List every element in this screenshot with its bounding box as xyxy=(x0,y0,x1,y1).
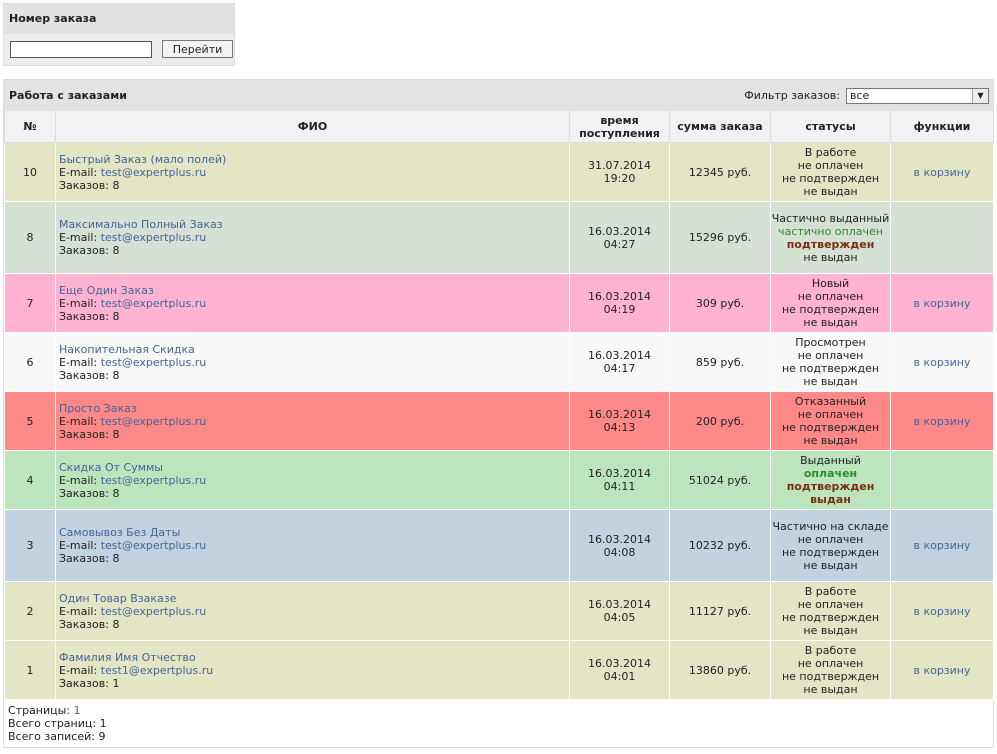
orders-count-label: Заказов: xyxy=(59,552,109,565)
order-number: 1 xyxy=(5,641,56,700)
pages-label: Страницы: xyxy=(8,704,71,717)
table-row xyxy=(5,274,994,333)
status-line: не оплачен xyxy=(797,532,864,546)
status-line: не оплачен xyxy=(797,159,864,172)
orders-count: 8 xyxy=(112,309,120,323)
table-row xyxy=(5,451,994,510)
email-label: E-mail: xyxy=(59,663,98,677)
orders-header xyxy=(4,80,993,111)
order-name-link[interactable]: Быстрый Заказ (мало полей) xyxy=(59,152,227,166)
order-number: 4 xyxy=(5,451,56,510)
order-number: 5 xyxy=(5,392,56,451)
status-line: не выдан xyxy=(803,558,858,572)
order-sum: 11127 руб. xyxy=(670,582,771,641)
order-functions xyxy=(891,510,994,582)
order-time xyxy=(570,274,670,333)
order-clock: 04:19 xyxy=(603,303,636,316)
status-line: не подтвержден xyxy=(781,172,880,185)
add-to-cart-link[interactable]: в корзину xyxy=(913,296,971,310)
orders-table xyxy=(4,111,994,700)
order-statuses xyxy=(771,582,891,641)
email-link[interactable]: test@expertplus.ru xyxy=(100,539,207,552)
order-customer xyxy=(56,274,570,333)
table-row xyxy=(5,143,994,202)
email-link[interactable]: test@expertplus.ru xyxy=(100,414,207,428)
add-to-cart-link[interactable]: в корзину xyxy=(913,663,971,677)
order-number-input[interactable] xyxy=(10,41,152,58)
order-number: 8 xyxy=(5,202,56,274)
add-to-cart-link[interactable]: в корзину xyxy=(913,539,971,552)
order-sum: 200 руб. xyxy=(670,392,771,451)
pages-line xyxy=(8,704,993,717)
status-line: В работе xyxy=(804,644,857,657)
order-sum: 309 руб. xyxy=(670,274,771,333)
status-line: Отказанный xyxy=(794,395,867,408)
order-functions xyxy=(891,274,994,333)
order-clock: 04:17 xyxy=(603,362,636,375)
email-link[interactable]: test@expertplus.ru xyxy=(100,296,207,310)
order-statuses xyxy=(771,274,891,333)
col-functions: функции xyxy=(891,111,994,143)
order-sum: 51024 руб. xyxy=(670,451,771,510)
status-line: не выдан xyxy=(803,185,858,198)
filter-select-value: все xyxy=(850,88,870,102)
total-pages: Всего страниц: 1 xyxy=(8,717,107,730)
order-functions xyxy=(891,143,994,202)
email-link[interactable]: test1@expertplus.ru xyxy=(100,663,214,677)
status-line: не оплачен xyxy=(797,290,864,303)
email-label: E-mail: xyxy=(59,296,98,310)
order-number: 6 xyxy=(5,333,56,392)
email-link[interactable]: test@expertplus.ru xyxy=(100,165,207,179)
order-statuses xyxy=(771,510,891,582)
email-link[interactable]: test@expertplus.ru xyxy=(100,604,207,618)
table-row xyxy=(5,392,994,451)
order-date: 16.03.2014 xyxy=(588,349,651,362)
order-statuses xyxy=(771,641,891,700)
order-name-link[interactable]: Накопительная Скидка xyxy=(59,342,195,356)
go-button[interactable]: Перейти xyxy=(162,40,233,58)
filter-label: Фильтр заказов: xyxy=(744,89,840,102)
status-line: не оплачен xyxy=(797,408,864,421)
order-date: 16.03.2014 xyxy=(588,224,651,238)
orders-count-label: Заказов: xyxy=(59,368,109,382)
orders-title: Работа с заказами xyxy=(9,89,127,102)
order-statuses xyxy=(771,202,891,274)
status-line: подтвержден xyxy=(786,480,875,493)
email-label: E-mail: xyxy=(59,539,98,552)
orders-count-label: Заказов: xyxy=(59,617,109,631)
table-row xyxy=(5,582,994,641)
table-row xyxy=(5,333,994,392)
email-label: E-mail: xyxy=(59,473,98,487)
status-line: не выдан xyxy=(803,316,858,329)
orders-filter xyxy=(744,88,989,104)
order-time xyxy=(570,510,670,582)
table-header-row xyxy=(5,111,994,143)
status-line: Выданный xyxy=(800,454,861,467)
status-line: выдан xyxy=(810,493,851,506)
order-number: 3 xyxy=(5,510,56,582)
col-sum: сумма заказа xyxy=(670,111,771,143)
add-to-cart-link[interactable]: в корзину xyxy=(913,604,971,618)
status-line: В работе xyxy=(804,585,857,598)
status-line: не выдан xyxy=(803,250,858,264)
page-link[interactable]: 1 xyxy=(73,704,81,717)
order-time xyxy=(570,143,670,202)
order-functions xyxy=(891,202,994,274)
status-line: Частично выданный xyxy=(771,211,890,225)
orders-count-label: Заказов: xyxy=(59,486,109,500)
order-date: 31.07.2014 xyxy=(588,159,651,172)
order-customer xyxy=(56,202,570,274)
order-name-link[interactable]: Фамилия Имя Отчество xyxy=(59,650,196,664)
order-clock: 04:01 xyxy=(603,670,636,683)
order-customer xyxy=(56,143,570,202)
table-row xyxy=(5,641,994,700)
add-to-cart-link[interactable]: в корзину xyxy=(913,165,971,179)
status-line: Просмотрен xyxy=(795,336,866,349)
order-customer xyxy=(56,333,570,392)
status-line: Новый xyxy=(811,277,850,290)
orders-count: 8 xyxy=(112,427,120,441)
email-link[interactable]: test@expertplus.ru xyxy=(100,473,207,487)
filter-select[interactable] xyxy=(846,88,989,104)
email-label: E-mail: xyxy=(59,231,98,244)
order-name-link[interactable]: Самовывоз Без Даты xyxy=(59,526,181,539)
order-customer xyxy=(56,451,570,510)
orders-count-label: Заказов: xyxy=(59,309,109,323)
order-clock: 04:08 xyxy=(603,545,636,559)
status-line: не подтвержден xyxy=(781,545,880,559)
order-clock: 04:27 xyxy=(603,237,636,251)
email-label: E-mail: xyxy=(59,604,98,618)
status-line: оплачен xyxy=(803,467,858,480)
add-to-cart-link[interactable]: в корзину xyxy=(913,414,971,428)
order-clock: 04:05 xyxy=(603,611,636,624)
order-sum: 859 руб. xyxy=(670,333,771,392)
order-functions xyxy=(891,392,994,451)
order-clock: 04:13 xyxy=(603,421,636,434)
status-line: В работе xyxy=(804,146,857,159)
order-date: 16.03.2014 xyxy=(588,657,651,670)
order-statuses xyxy=(771,333,891,392)
order-name-link[interactable]: Еще Один Заказ xyxy=(59,283,154,297)
pagination-footer xyxy=(4,700,993,743)
orders-count: 8 xyxy=(112,368,120,382)
orders-count: 8 xyxy=(112,178,120,192)
add-to-cart-link[interactable]: в корзину xyxy=(913,355,971,369)
orders-count-label: Заказов: xyxy=(59,676,109,690)
orders-count: 8 xyxy=(112,617,120,631)
status-line: частично оплачен xyxy=(778,224,883,238)
status-line: не подтвержден xyxy=(781,611,880,624)
order-time xyxy=(570,333,670,392)
status-line: не оплачен xyxy=(797,349,864,362)
orders-count-label: Заказов: xyxy=(59,427,109,441)
order-time xyxy=(570,641,670,700)
orders-count: 8 xyxy=(112,552,120,565)
order-functions xyxy=(891,333,994,392)
col-fio: ФИО xyxy=(56,111,570,143)
order-date: 16.03.2014 xyxy=(588,598,651,611)
order-number: 2 xyxy=(5,582,56,641)
status-line: не выдан xyxy=(803,624,858,637)
order-search-title: Номер заказа xyxy=(4,4,234,34)
status-line: не подтвержден xyxy=(781,421,880,434)
status-line: подтвержден xyxy=(786,237,875,251)
status-line: не выдан xyxy=(803,434,858,447)
order-statuses xyxy=(771,451,891,510)
order-time xyxy=(570,451,670,510)
status-line: Частично на складе xyxy=(772,519,889,533)
order-functions xyxy=(891,582,994,641)
order-name-link[interactable]: Максимально Полный Заказ xyxy=(59,218,223,231)
order-name-link[interactable]: Скидка От Суммы xyxy=(59,460,163,474)
order-customer xyxy=(56,582,570,641)
orders-count: 8 xyxy=(112,486,120,500)
email-label: E-mail: xyxy=(59,165,98,179)
col-number: № xyxy=(5,111,56,143)
order-functions xyxy=(891,641,994,700)
chevron-down-icon[interactable]: ▼ xyxy=(972,89,988,103)
order-time xyxy=(570,202,670,274)
order-customer xyxy=(56,510,570,582)
order-date: 16.03.2014 xyxy=(588,467,651,480)
status-line: не выдан xyxy=(803,375,858,388)
orders-count-label: Заказов: xyxy=(59,244,109,257)
order-search-panel xyxy=(3,3,235,66)
status-line: не выдан xyxy=(803,683,858,696)
order-customer xyxy=(56,392,570,451)
order-number: 10 xyxy=(5,143,56,202)
order-time xyxy=(570,582,670,641)
order-name-link[interactable]: Один Товар Взаказе xyxy=(59,591,177,605)
total-records: Всего записей: 9 xyxy=(8,730,106,743)
status-line: не подтвержден xyxy=(781,362,880,375)
orders-count: 1 xyxy=(112,676,120,690)
email-label: E-mail: xyxy=(59,355,98,369)
email-label: E-mail: xyxy=(59,414,98,428)
orders-count-label: Заказов: xyxy=(59,178,109,192)
col-statuses: статусы xyxy=(771,111,891,143)
order-clock: 19:20 xyxy=(603,172,636,185)
order-sum: 10232 руб. xyxy=(670,510,771,582)
order-date: 16.03.2014 xyxy=(588,408,651,421)
order-date: 16.03.2014 xyxy=(588,532,651,546)
order-sum: 13860 руб. xyxy=(670,641,771,700)
order-statuses xyxy=(771,143,891,202)
email-link[interactable]: test@expertplus.ru xyxy=(100,231,207,244)
status-line: не оплачен xyxy=(797,598,864,611)
status-line: не подтвержден xyxy=(781,670,880,683)
email-link[interactable]: test@expertplus.ru xyxy=(100,355,207,369)
status-line: не оплачен xyxy=(797,657,864,670)
order-functions xyxy=(891,451,994,510)
order-time xyxy=(570,392,670,451)
order-statuses xyxy=(771,392,891,451)
order-date: 16.03.2014 xyxy=(588,290,651,303)
order-customer xyxy=(56,641,570,700)
order-clock: 04:11 xyxy=(603,480,636,493)
order-search-row xyxy=(4,34,234,58)
order-sum: 12345 руб. xyxy=(670,143,771,202)
table-row xyxy=(5,510,994,582)
status-line: не подтвержден xyxy=(781,303,880,316)
order-sum: 15296 руб. xyxy=(670,202,771,274)
order-number: 7 xyxy=(5,274,56,333)
orders-panel xyxy=(3,79,994,748)
col-time: время поступления xyxy=(570,111,670,143)
table-row xyxy=(5,202,994,274)
orders-count: 8 xyxy=(112,244,120,257)
order-name-link[interactable]: Просто Заказ xyxy=(59,401,137,415)
